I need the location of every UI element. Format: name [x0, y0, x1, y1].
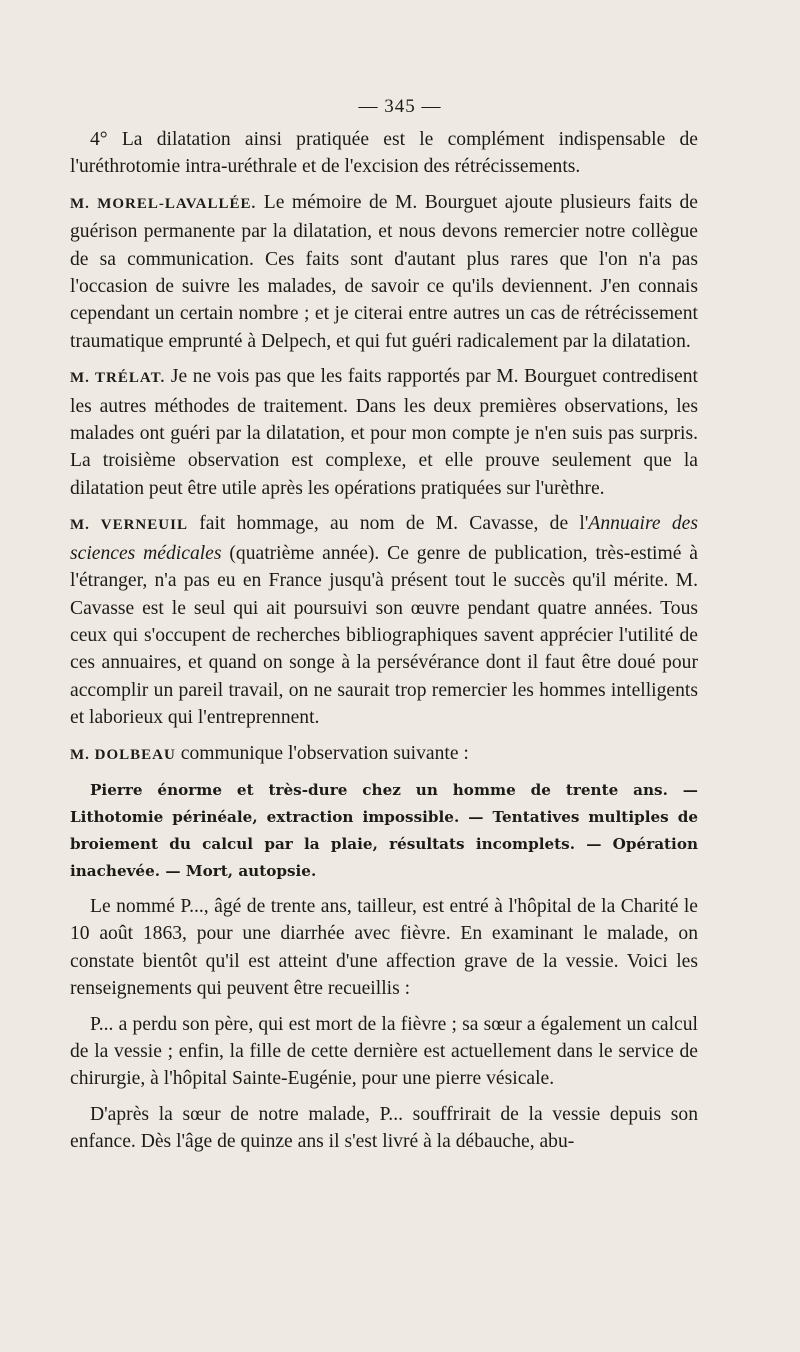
body-text: [70, 126, 698, 1164]
speaker-name: M. DOLBEAU: [70, 746, 176, 763]
speaker-name: M. TRÉLAT.: [70, 370, 166, 387]
paragraph-morel-lavallee: [70, 189, 698, 355]
paragraph-text: fait hommage, au nom de M. Cavasse, de l': [187, 513, 589, 535]
book-title: Annuaire des sciences médicales: [70, 513, 698, 564]
paragraph-verneuil: [70, 510, 698, 731]
paragraph-conclusion-4: 4° La dilatation ainsi pratiquée est le complément indispensable de l'uréthrotomie intra-uréthrale et de l'excision des rétrécissements.: [70, 129, 698, 178]
paragraph-text: Le mémoire de M. Bourguet ajoute plusieurs faits de guérison permanente par la dilatation, et nous devons remercier notre collègue de sa communication. Ces faits sont d'autant plus rares que l'on n'a pas l'occasion de suivre les malades, de savoir ce qu'ils deviennent. J'en connais cependant un certain nombre ; et je citerai entre autres un cas de rétrécissement traumatique emprunté à Delpech, et qui fut guéri radicalement par la dilatation.: [70, 191, 698, 352]
observation-heading: Pierre énorme et très-dure chez un homme de trente ans. — Lithotomie périnéale, extraction impossible. — Tentatives multiples de broiement du calcul par la plaie, résultats incomplets. — Opération inachevée. — Mort, autopsie.: [70, 780, 698, 880]
paragraph-text: (quatrième année). Ce genre de publication, très-estimé à l'étranger, n'a pas eu en France jusqu'à présent tout le succès qu'il mérite. M. Cavasse est le seul qui ait poursuivi son œuvre pendant quatre années. Tous ceux qui s'occupent de recherches bibliographiques savent apprécier l'utilité de ces annuaires, et quand on songe à la persévérance dont il faut être doué pour accomplir un pareil travail, on ne saurait trop remercier les hommes intelligents et laborieux qui l'entreprennent.: [70, 542, 698, 729]
page-number: — 345 —: [358, 96, 442, 117]
paragraph-patient-intro: Le nommé P..., âgé de trente ans, tailleur, est entré à l'hôpital de la Charité le 10 août 1863, pour une diarrhée avec fièvre. En examinant le malade, on constate bientôt qu'il est atteint d'une affection grave de la vessie. Voici les renseignements qui peuvent être recueillis :: [70, 895, 698, 1000]
speaker-name: M. VERNEUIL: [70, 517, 188, 534]
paragraph-text: Je ne vois pas que les faits rapportés par M. Bourguet contredisent les autres méthodes de traitement. Dans les deux premières observations, les malades ont guéri par la dilatation, et pour mon compte je n'en suis pas surpris. La troisième observation est complexe, et elle prouve seulement que la dilatation peut être utile après les opérations pratiquées sur l'urèthre.: [70, 366, 698, 499]
paragraph-family-history: P... a perdu son père, qui est mort de la fièvre ; sa sœur a également un calcul de la vessie ; enfin, la fille de cette dernière est actuellement dans le service de chirurgie, à l'hôpital Sainte-Eugénie, pour une pierre vésicale.: [70, 1013, 698, 1090]
speaker-name: M. MOREL-LAVALLÉE.: [70, 195, 257, 212]
paragraph-dolbeau: [70, 740, 698, 769]
paragraph-trelat: [70, 363, 698, 502]
paragraph-history: D'après la sœur de notre malade, P... souffrirait de la vessie depuis son enfance. Dès l'âge de quinze ans il s'est livré à la débauche, abu-: [70, 1103, 698, 1153]
paragraph-text: communique l'observation suivante :: [175, 742, 469, 764]
